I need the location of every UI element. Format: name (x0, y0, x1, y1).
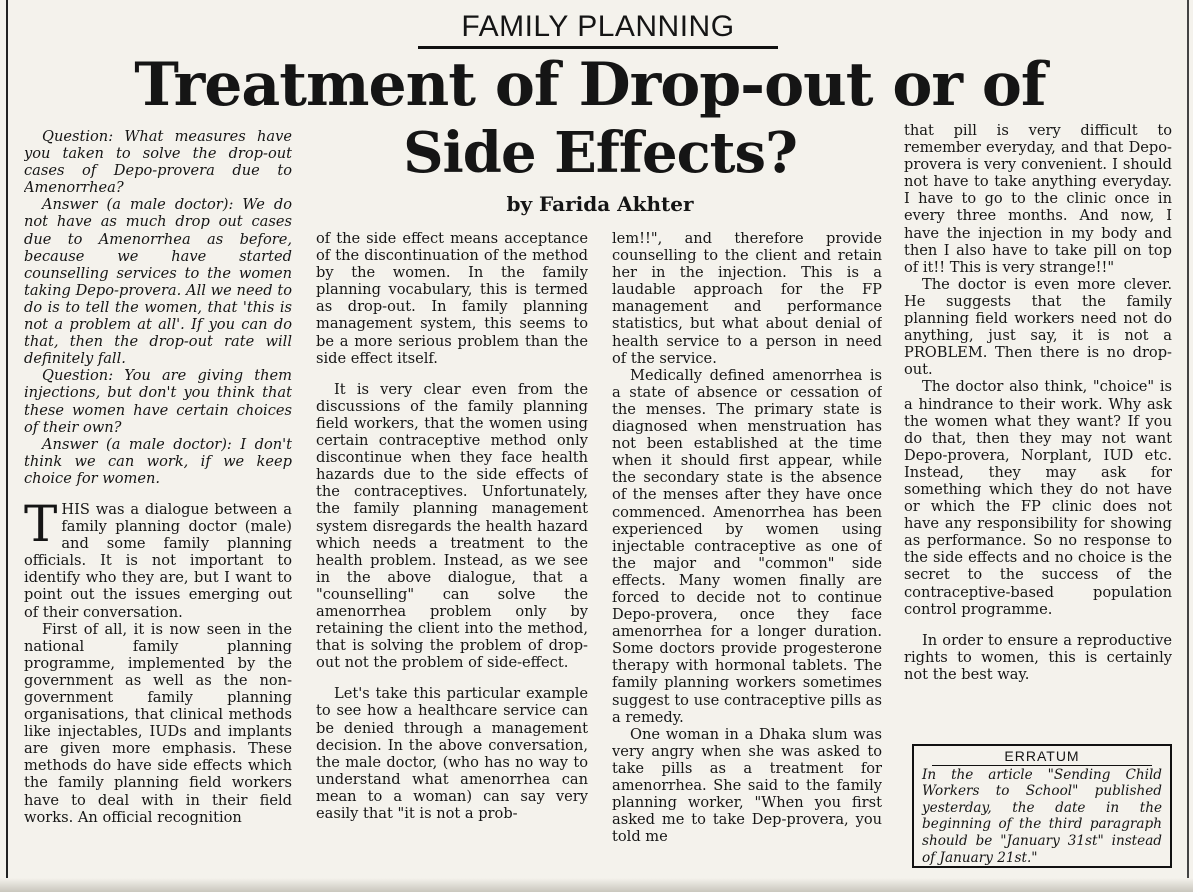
article-paragraph: First of all, it is now seen in the national family planning programme, implemented by the government as well as the non-government family planning organisations, that clinical methods like injectables, IUDs and implants are given more emphasis. These methods do have side effects which the family planning field workers have to deal with in their field works. An official recognition (24, 620, 292, 826)
page-edge-left (0, 0, 8, 892)
erratum-box (912, 744, 1172, 868)
article-paragraph: of the side effect means acceptance of the discontinuation of the method by the women. In the family planning vocabulary, this is termed as drop-out. In family planning management system, this seems to be a more serious problem than the side effect itself. (316, 230, 588, 367)
byline: by Farida Akhter (506, 192, 694, 216)
qa-answer-2: Answer (a male doctor): I don't think we can work, if we keep choice for women. (24, 435, 292, 487)
erratum-title: ERRATUM (932, 748, 1152, 766)
article-paragraph: that pill is very difficult to remember everyday, and that Depo-provera is very convenient. I should not have to take anything everyday. I have to go to the clinic once in every three months. And now, I have the injection in my body and then I also have to take pill on top of it!! This is very strange!!" (904, 122, 1172, 276)
article-column-4 (904, 122, 1172, 734)
page-bottom-edge (0, 878, 1193, 892)
section-kicker: FAMILY PLANNING (418, 10, 778, 49)
erratum-text: In the article "Sending Child Workers to School" published yesterday, the date in the beginning of the third paragraph should be "January 31st" instead of January 21st." (922, 766, 1162, 866)
article-paragraph: Let's take this particular example to see how a healthcare service can be denied through a management decision. In the above conversation, the male doctor, (who has no way to understand what amenorrhea can mean to a woman) can say very easily that "it is not a prob- (316, 685, 588, 822)
article-paragraph: Medically defined amenorrhea is a state of absence or cessation of the menses. The primary state is diagnosed when menstruation has not been established at the time when it should first appear, while the secondary state is the absence of the menses after they have once commenced. Amenorrhea has been experienced by women using injectable contraceptive as one of the major and "common" side effects. Many women finally are forced to decide not to continue Depo-provera, once they face amenorrhea for a longer duration. Some doctors provide progesterone therapy with hormonal tablets. The family planning workers sometimes suggest to use contraceptive pills as a remedy. (612, 366, 882, 726)
article-column-3 (612, 230, 882, 890)
headline-line-1: Treatment of Drop-out or of (134, 50, 1046, 120)
drop-cap: T (24, 494, 58, 553)
qa-question-2: Question: You are giving them injections, but don't you think that these women have certain choices of their own? (24, 367, 292, 436)
article-paragraph (24, 494, 292, 621)
page-edge-right (1187, 0, 1193, 892)
article-paragraph: It is very clear even from the discussions of the family planning field workers, that the women using certain contraceptive method only discontinue when they face health hazards due to the side effects of the contraceptives. Unfortunately, the family planning management system disregards the health hazard which needs a treatment to the health problem. Instead, as we see in the above dialogue, that a "counselling" can solve the amenorrhea problem only by retaining the client into the method, that is solving the problem of drop-out not the problem of side-effect. (316, 380, 588, 672)
qa-question-1: Question: What measures have you taken to solve the drop-out cases of Depo-provera due to Amenorrhea? (24, 128, 292, 197)
article-paragraph: lem!!", and therefore provide counselling to the client and retain her in the injection. This is a laudable approach for the FP management and performance statistics, but what about denial of health service to a person in need of the service. (612, 230, 882, 367)
article-paragraph: The doctor is even more clever. He suggests that the family planning field workers need not do anything, just say, it is not a PROBLEM. Then there is no drop-out. (904, 275, 1172, 379)
article-paragraph: In order to ensure a reproductive rights to women, this is certainly not the best way. (904, 631, 1172, 683)
article-paragraph: The doctor also think, "choice" is a hindrance to their work. Why ask the women what they want? If you do that, then they may not want Depo-provera, Norplant, IUD etc. Instead, they may ask for something which they do not have or which the FP clinic does not have any responsibility for showing as performance. So no response to the side effects and no choice is the secret to the success of the contraceptive-based population control programme. (904, 378, 1172, 618)
qa-dialogue (24, 128, 292, 487)
article-column-2 (316, 230, 588, 890)
article-column-1 (24, 128, 292, 890)
headline-line-2: Side Effects? (403, 120, 797, 186)
qa-answer-1: Answer (a male doctor): We do not have as much drop out cases due to Amenorrhea as before, because we have started counselling services to the women taking Depo-provera. All we need to do is to tell the women, that 'this is not a problem at all'. If you can do that, then the drop-out rate will definitely fall. (24, 196, 292, 368)
article-paragraph: One woman in a Dhaka slum was very angry when she was asked to take pills as a treatment for amenorrhea. She said to the family planning worker, "When you first asked me to take Dep-provera, you told me (612, 725, 882, 846)
article-paragraph-text: HIS was a dialogue between a family planning doctor (male) and some family planning officials. It is not important to identify who they are, but I want to point out the issues emerging out of their conversation. (24, 500, 292, 621)
